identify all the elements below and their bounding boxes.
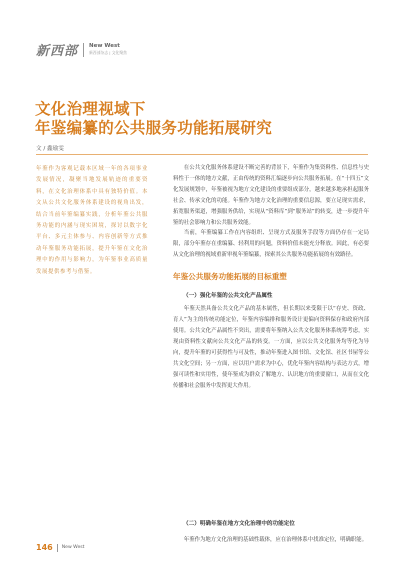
masthead (36, 40, 127, 59)
masthead-subtitle (89, 44, 127, 54)
page-number: 146 (36, 543, 53, 552)
title-rule (36, 154, 368, 155)
subsection-1-text: 年鉴天然具备公共文化产品的基本属性，但长期以来受限于以“存史、资政、育人”为主的传统功能定位，年鉴内容编排和服务设计更偏向资料保存和政府内部使用。公共文化产品属性不突出，需要将年鉴纳入公共文化服务体系统筹考虑，实现由资料性文献向公共文化产品的转变。一方面，应以公共文化服务均等化为导向，提升年鉴的可获得性与可及性，推动年鉴进入图书馆、文化馆、社区书屋等公共文化空间；另一方面，应以用户需求为中心，优化年鉴内容结构与表达方式，增强可读性和实用性，使年鉴成为群众了解地方、认识地方的重要窗口，从而在文化传播和社会服务中发挥更大作用。 (173, 306, 369, 389)
body-paragraph-2: 当前，年鉴编纂工作在内容组织、呈现方式及服务手段等方面仍存在一定局限，部分年鉴存在重编纂、轻利用的问题，资料价值未能充分释放。因此，有必要从文化治理的视域重新审视年鉴编纂，探索其公共服务功能拓展的有效路径。 (173, 230, 369, 258)
subsection-2-text: 年鉴作为地方文化治理的基础性载体，应在治理体系中找准定位，明确职能。 (183, 537, 368, 543)
article-abstract: 年鉴作为客观记载本区域一年的各项事业发展情况，凝聚当地发展轨迹的重要资料，在文化治理体系中具有独特价值。本文从公共文化服务体系建设的视角出发，结合当前年鉴编纂实践，分析年鉴公共服务功能的内涵与现实困境，探讨以数字化平台、多元主体参与、内容创新等方式推动年鉴服务功能拓展，提升年鉴在文化治理中的作用与影响力，为年鉴事业高质量发展提供参考与借鉴。 (36, 166, 148, 275)
section-heading: 年鉴公共服务功能拓展的目标重塑 (173, 272, 287, 281)
article-title (35, 100, 272, 138)
author-byline: 文 / 鑫瑜雯 (36, 146, 64, 152)
footer-divider (57, 544, 58, 552)
masthead-name-cn: 新西部杂志 | 文化聚焦 (89, 49, 127, 55)
subsection-heading-1: （一）强化年鉴的公共文化产品属性 (183, 293, 273, 299)
page-footer (36, 543, 84, 552)
title-line-2: 年鉴编纂的公共服务功能拓展研究 (35, 119, 273, 137)
body-paragraph-1: 在公共文化服务体系建设不断完善的背景下，年鉴作为集资料性、信息性与史料性于一体的地方文献，正由传统的资料汇编逐步向公共服务拓展。在“十四五”文化发展规划中，年鉴被视为地方文化建设的重要组成部分，越来越多地承担起服务社会、传承文化的功能。年鉴作为地方文化治理的重要信息源，要立足现实需求，拓宽服务渠道，增强服务供给，实现从“资料库”到“服务站”的转变，进一步提升年鉴的社会影响力和公共服务效能。 (173, 165, 369, 226)
magazine-logo: 新西部 (36, 44, 79, 59)
masthead-name-en: New West (89, 43, 120, 50)
title-line-1: 文化治理视域下 (35, 100, 146, 118)
masthead-divider (83, 43, 84, 57)
footer-magazine-name: New West (61, 545, 85, 550)
subsection-heading-2: （二）明确年鉴在地方文化治理中的功能定位 (183, 521, 295, 527)
